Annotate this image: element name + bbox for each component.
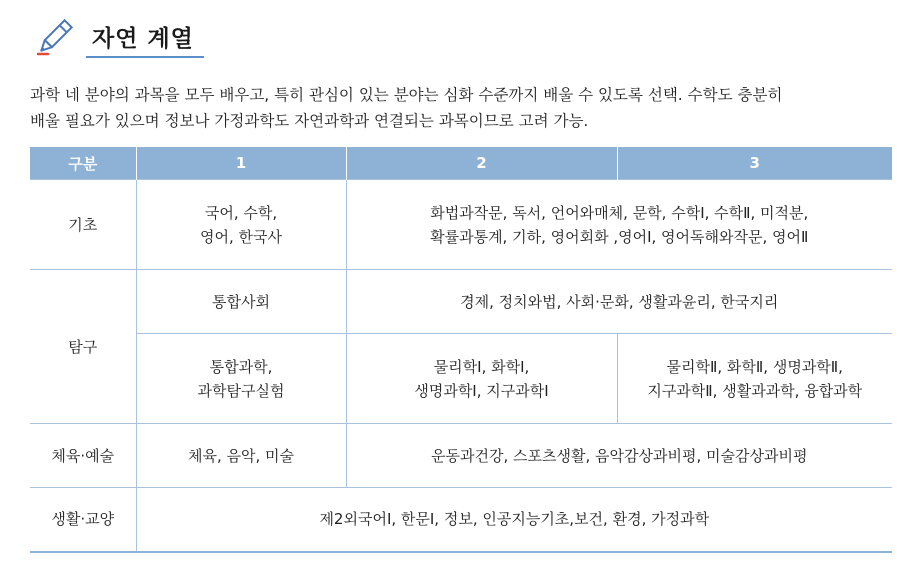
description (30, 82, 892, 134)
cell-basic-year23 (346, 180, 892, 270)
cell-inquiry-social-year1: 통합사회 (136, 270, 346, 334)
pencil-icon (32, 16, 76, 60)
cell-line: 국어, 수학, (204, 203, 278, 222)
header-year-1: 1 (136, 147, 346, 180)
header-year-3: 3 (617, 147, 892, 180)
cell-line: 지구과학Ⅱ, 생활과과학, 융합과학 (647, 381, 863, 400)
cell-inquiry-science-year1 (136, 334, 346, 424)
cell-line: 생명과학Ⅰ, 지구과학Ⅰ (414, 381, 549, 400)
cell-pe-arts-year1: 체육, 음악, 미술 (136, 424, 346, 488)
header-category: 구분 (30, 147, 136, 180)
table-row (30, 180, 892, 270)
cell-line: 확률과통계, 기하, 영어회화 ,영어Ⅰ, 영어독해와작문, 영어Ⅱ (430, 227, 809, 246)
description-line: 과학 네 분야의 과목을 모두 배우고, 특히 관심이 있는 분야는 심화 수준까지 배울 수 있도록 선택. 수학도 충분히 (30, 86, 783, 104)
section-header (30, 14, 220, 60)
cell-line: 화법과작문, 독서, 언어와매체, 문학, 수학Ⅰ, 수학Ⅱ, 미적분, (430, 203, 809, 222)
cell-line: 과학탐구실험 (197, 381, 285, 400)
cell-basic-year1 (136, 180, 346, 270)
cell-pe-arts-year23: 운동과건강, 스포츠생활, 음악감상과비평, 미술감상과비평 (346, 424, 892, 488)
row-label-pe-arts: 체육·예술 (30, 424, 136, 488)
description-line: 배울 필요가 있으며 정보나 가정과학도 자연과학과 연결되는 과목이므로 고려 가능. (30, 112, 589, 130)
cell-life-year123: 제2외국어Ⅰ, 한문Ⅰ, 정보, 인공지능기초,보건, 환경, 가정과학 (136, 488, 892, 552)
section-title: 자연 계열 (92, 26, 194, 52)
table-row (30, 334, 892, 424)
cell-line: 통합과학, (209, 357, 273, 376)
cell-inquiry-science-year2 (346, 334, 617, 424)
table-row (30, 488, 892, 552)
row-label-basic: 기초 (30, 180, 136, 270)
title-underline (86, 56, 204, 58)
cell-inquiry-science-year3 (617, 334, 892, 424)
table-row (30, 270, 892, 334)
course-table (30, 147, 892, 553)
cell-line: 영어, 한국사 (200, 227, 282, 246)
table-header-row (30, 147, 892, 180)
cell-inquiry-social-year23: 경제, 정치와법, 사회·문화, 생활과윤리, 한국지리 (346, 270, 892, 334)
row-label-life: 생활·교양 (30, 488, 136, 552)
header-year-2: 2 (346, 147, 617, 180)
cell-line: 물리학Ⅱ, 화학Ⅱ, 생명과학Ⅱ, (666, 357, 843, 376)
table-row (30, 424, 892, 488)
row-label-inquiry: 탐구 (30, 270, 136, 424)
cell-line: 물리학Ⅰ, 화학Ⅰ, (433, 357, 530, 376)
